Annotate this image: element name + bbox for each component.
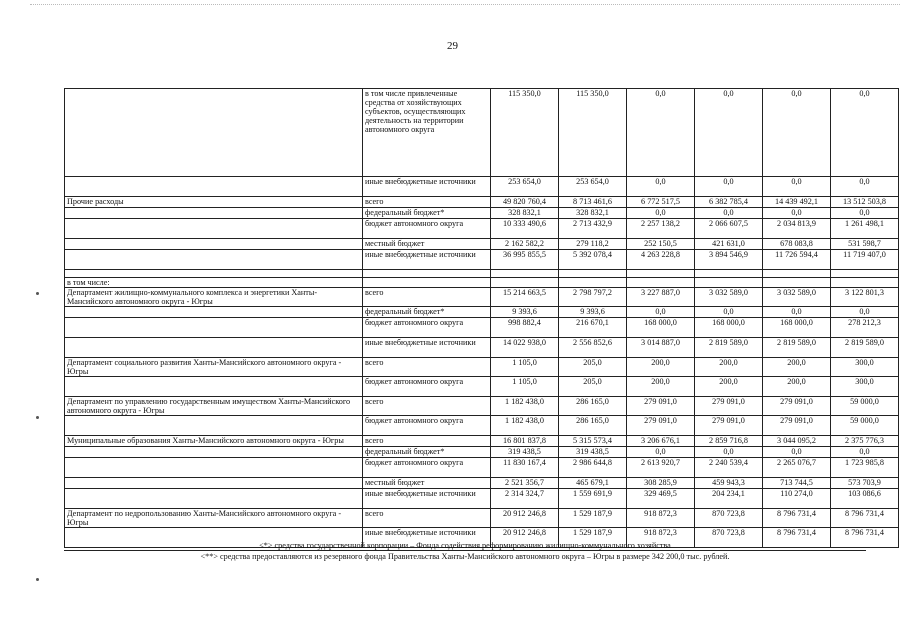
row-value: 870 723,8 [695,509,763,528]
row-value: 3 032 589,0 [763,288,831,307]
row-value: 0,0 [627,177,695,197]
row-value: 9 393,6 [491,307,559,318]
row-funding-source: иные внебюджетные источники [363,250,491,270]
row-department [65,89,363,177]
row-value: 110 274,0 [763,489,831,509]
row-value: 328 832,1 [559,208,627,219]
table-row [65,416,899,436]
row-funding-source: всего [363,397,491,416]
table-row [65,358,899,377]
row-value: 1 261 498,1 [831,219,899,239]
row-value [695,270,763,278]
row-value: 15 214 663,5 [491,288,559,307]
margin-mark [36,578,39,581]
row-value: 1 529 187,9 [559,528,627,548]
row-department [65,489,363,509]
row-value: 0,0 [763,307,831,318]
margin-mark [36,292,39,295]
row-department [65,208,363,219]
row-department [65,270,363,278]
row-value: 713 744,5 [763,478,831,489]
row-value: 918 872,3 [627,528,695,548]
footnote-2: <**> средства предоставляются из резервного фонда Правительства Ханты-Мансийского автономного округа – Югры в размере 342 200,0 тыс. рублей. [200,552,730,561]
row-value: 678 083,8 [763,239,831,250]
row-value: 200,0 [763,377,831,397]
budget-table [64,88,899,548]
row-value [831,278,899,288]
row-value: 0,0 [627,447,695,458]
row-funding-source: всего [363,358,491,377]
table-row [65,447,899,458]
row-value: 421 631,0 [695,239,763,250]
row-value: 279 091,0 [627,397,695,416]
row-funding-source: иные внебюджетные источники [363,338,491,358]
row-value: 20 912 246,8 [491,509,559,528]
row-value: 200,0 [763,358,831,377]
row-funding-source: всего [363,509,491,528]
row-department [65,478,363,489]
row-value: 11 830 167,4 [491,458,559,478]
row-value: 5 392 078,4 [559,250,627,270]
row-value: 2 859 716,8 [695,436,763,447]
row-value: 3 894 546,9 [695,250,763,270]
table-row [65,397,899,416]
row-funding-source: всего [363,197,491,208]
row-value: 2 257 138,2 [627,219,695,239]
row-funding-source: всего [363,288,491,307]
scan-edge-line [30,4,900,6]
row-value: 253 654,0 [559,177,627,197]
row-value: 1 105,0 [491,358,559,377]
row-value: 279 091,0 [763,416,831,436]
row-value: 5 315 573,4 [559,436,627,447]
row-funding-source [363,278,491,288]
row-value: 0,0 [831,208,899,219]
row-value: 319 438,5 [559,447,627,458]
table-row [65,208,899,219]
row-department: в том числе: [65,278,363,288]
row-value: 459 943,3 [695,478,763,489]
row-department [65,458,363,478]
row-value: 253 654,0 [491,177,559,197]
row-value: 870 723,8 [695,528,763,548]
row-value: 3 044 095,2 [763,436,831,447]
row-value: 6 772 517,5 [627,197,695,208]
row-value: 204 234,1 [695,489,763,509]
row-value: 8 796 731,4 [763,509,831,528]
table-row [65,377,899,397]
row-value: 3 122 801,3 [831,288,899,307]
table-row [65,458,899,478]
row-value: 3 227 887,0 [627,288,695,307]
row-value: 998 882,4 [491,318,559,338]
row-value: 8 796 731,4 [831,528,899,548]
row-value: 0,0 [831,307,899,318]
row-department: Департамент по управлению государственным имуществом Ханты-Мансийского автономного округа - Югры [65,397,363,416]
row-value: 205,0 [559,358,627,377]
row-value: 200,0 [695,358,763,377]
row-value: 2 034 813,9 [763,219,831,239]
row-value: 8 796 731,4 [763,528,831,548]
table-row [65,270,899,278]
row-value: 115 350,0 [491,89,559,177]
row-value [627,270,695,278]
row-value: 2 521 356,7 [491,478,559,489]
row-department [65,250,363,270]
table-row [65,478,899,489]
row-value: 13 512 503,8 [831,197,899,208]
row-value: 168 000,0 [627,318,695,338]
row-value: 168 000,0 [763,318,831,338]
table-row [65,338,899,358]
row-value: 1 559 691,9 [559,489,627,509]
row-funding-source: бюджет автономного округа [363,219,491,239]
row-value: 8 796 731,4 [831,509,899,528]
table-row [65,318,899,338]
table-row [65,219,899,239]
row-value: 0,0 [627,307,695,318]
row-value: 1 723 985,8 [831,458,899,478]
row-value: 200,0 [695,377,763,397]
row-department [65,239,363,250]
row-value: 278 212,3 [831,318,899,338]
row-value [559,278,627,288]
row-value [491,270,559,278]
row-value: 2 819 589,0 [695,338,763,358]
row-value: 115 350,0 [559,89,627,177]
row-value: 49 820 760,4 [491,197,559,208]
row-value: 3 014 887,0 [627,338,695,358]
row-value: 4 263 228,8 [627,250,695,270]
row-value: 11 719 407,0 [831,250,899,270]
row-value: 279 091,0 [695,416,763,436]
table-row [65,250,899,270]
row-value: 286 165,0 [559,397,627,416]
row-value: 0,0 [763,447,831,458]
row-value: 205,0 [559,377,627,397]
row-value: 300,0 [831,358,899,377]
row-value: 0,0 [763,89,831,177]
row-value: 0,0 [831,177,899,197]
row-value: 0,0 [763,208,831,219]
row-value: 6 382 785,4 [695,197,763,208]
row-value: 2 314 324,7 [491,489,559,509]
row-department [65,377,363,397]
row-funding-source: федеральный бюджет* [363,447,491,458]
row-funding-source: бюджет автономного округа [363,377,491,397]
row-value: 200,0 [627,377,695,397]
footnote-1: <*> средства государственной корпорации – Фонда содействия реформированию жилищно-коммунального хозяйства [64,541,866,551]
row-value: 2 819 589,0 [763,338,831,358]
row-value: 329 469,5 [627,489,695,509]
row-value [491,278,559,288]
row-value: 0,0 [695,307,763,318]
row-value: 168 000,0 [695,318,763,338]
row-funding-source: федеральный бюджет* [363,307,491,318]
row-value: 279 091,0 [695,397,763,416]
table-row [65,89,899,177]
row-value: 252 150,5 [627,239,695,250]
row-value: 2 265 076,7 [763,458,831,478]
page-number: 29 [447,40,458,52]
row-value: 279 091,0 [627,416,695,436]
row-value: 2 986 644,8 [559,458,627,478]
row-value: 0,0 [763,177,831,197]
row-value: 9 393,6 [559,307,627,318]
row-value: 465 679,1 [559,478,627,489]
row-value [627,278,695,288]
row-value: 328 832,1 [491,208,559,219]
row-value: 2 375 776,3 [831,436,899,447]
row-department [65,416,363,436]
row-funding-source: бюджет автономного округа [363,458,491,478]
row-value: 308 285,9 [627,478,695,489]
row-value: 8 713 461,6 [559,197,627,208]
row-department: Департамент жилищно-коммунального комплекса и энергетики Ханты-Мансийского автономного округа - Югры [65,288,363,307]
row-funding-source: бюджет автономного округа [363,416,491,436]
row-value: 200,0 [627,358,695,377]
row-funding-source: федеральный бюджет* [363,208,491,219]
row-value: 319 438,5 [491,447,559,458]
row-funding-source [363,270,491,278]
row-value: 0,0 [627,208,695,219]
row-value: 2 240 539,4 [695,458,763,478]
row-value: 16 801 837,8 [491,436,559,447]
row-value [831,270,899,278]
row-value: 1 105,0 [491,377,559,397]
row-funding-source: иные внебюджетные источники [363,489,491,509]
row-value: 20 912 246,8 [491,528,559,548]
row-value [695,278,763,288]
row-value: 3 032 589,0 [695,288,763,307]
row-value: 14 439 492,1 [763,197,831,208]
row-value: 531 598,7 [831,239,899,250]
table-row [65,177,899,197]
row-funding-source: иные внебюджетные источники [363,528,491,548]
row-value [559,270,627,278]
table-row [65,239,899,250]
row-value [763,278,831,288]
row-value: 2 613 920,7 [627,458,695,478]
row-value: 286 165,0 [559,416,627,436]
row-department: Прочие расходы [65,197,363,208]
row-value: 3 206 676,1 [627,436,695,447]
row-value: 2 066 607,5 [695,219,763,239]
row-department [65,177,363,197]
row-value: 279 118,2 [559,239,627,250]
row-value: 11 726 594,4 [763,250,831,270]
row-value: 279 091,0 [763,397,831,416]
row-value: 1 529 187,9 [559,509,627,528]
row-funding-source: бюджет автономного округа [363,318,491,338]
row-value: 573 703,9 [831,478,899,489]
table-row [65,436,899,447]
table-row [65,307,899,318]
table-row [65,288,899,307]
row-department [65,338,363,358]
row-value: 36 995 855,5 [491,250,559,270]
table-row [65,489,899,509]
row-value: 103 086,6 [831,489,899,509]
row-value: 59 000,0 [831,416,899,436]
row-funding-source: местный бюджет [363,478,491,489]
row-department [65,219,363,239]
table-row [65,509,899,528]
row-funding-source: в том числе привлеченные средства от хозяйствующих субъектов, осуществляющих деятельность на территории автономного округа [363,89,491,177]
row-value: 0,0 [627,89,695,177]
table-row [65,278,899,288]
row-department [65,318,363,338]
row-value: 0,0 [695,447,763,458]
table-row [65,197,899,208]
row-value: 2 162 582,2 [491,239,559,250]
row-department [65,307,363,318]
row-value: 1 182 438,0 [491,416,559,436]
row-funding-source: всего [363,436,491,447]
margin-mark [36,416,39,419]
row-value: 0,0 [695,208,763,219]
row-department: Департамент по недропользованию Ханты-Мансийского автономного округа - Югры [65,509,363,528]
row-value: 0,0 [695,177,763,197]
row-department: Муниципальные образования Ханты-Мансийского автономного округа - Югры [65,436,363,447]
row-value: 0,0 [695,89,763,177]
row-value: 0,0 [831,447,899,458]
row-department: Департамент социального развития Ханты-Мансийского автономного округа - Югры [65,358,363,377]
row-value: 2 713 432,9 [559,219,627,239]
row-value: 0,0 [831,89,899,177]
row-value: 918 872,3 [627,509,695,528]
row-value: 2 819 589,0 [831,338,899,358]
row-department [65,447,363,458]
row-value: 10 333 490,6 [491,219,559,239]
row-value: 14 022 938,0 [491,338,559,358]
row-value: 216 670,1 [559,318,627,338]
row-value: 1 182 438,0 [491,397,559,416]
row-funding-source: местный бюджет [363,239,491,250]
row-value: 300,0 [831,377,899,397]
row-value: 59 000,0 [831,397,899,416]
row-value [763,270,831,278]
row-funding-source: иные внебюджетные источники [363,177,491,197]
row-value: 2 556 852,6 [559,338,627,358]
row-value: 2 798 797,2 [559,288,627,307]
